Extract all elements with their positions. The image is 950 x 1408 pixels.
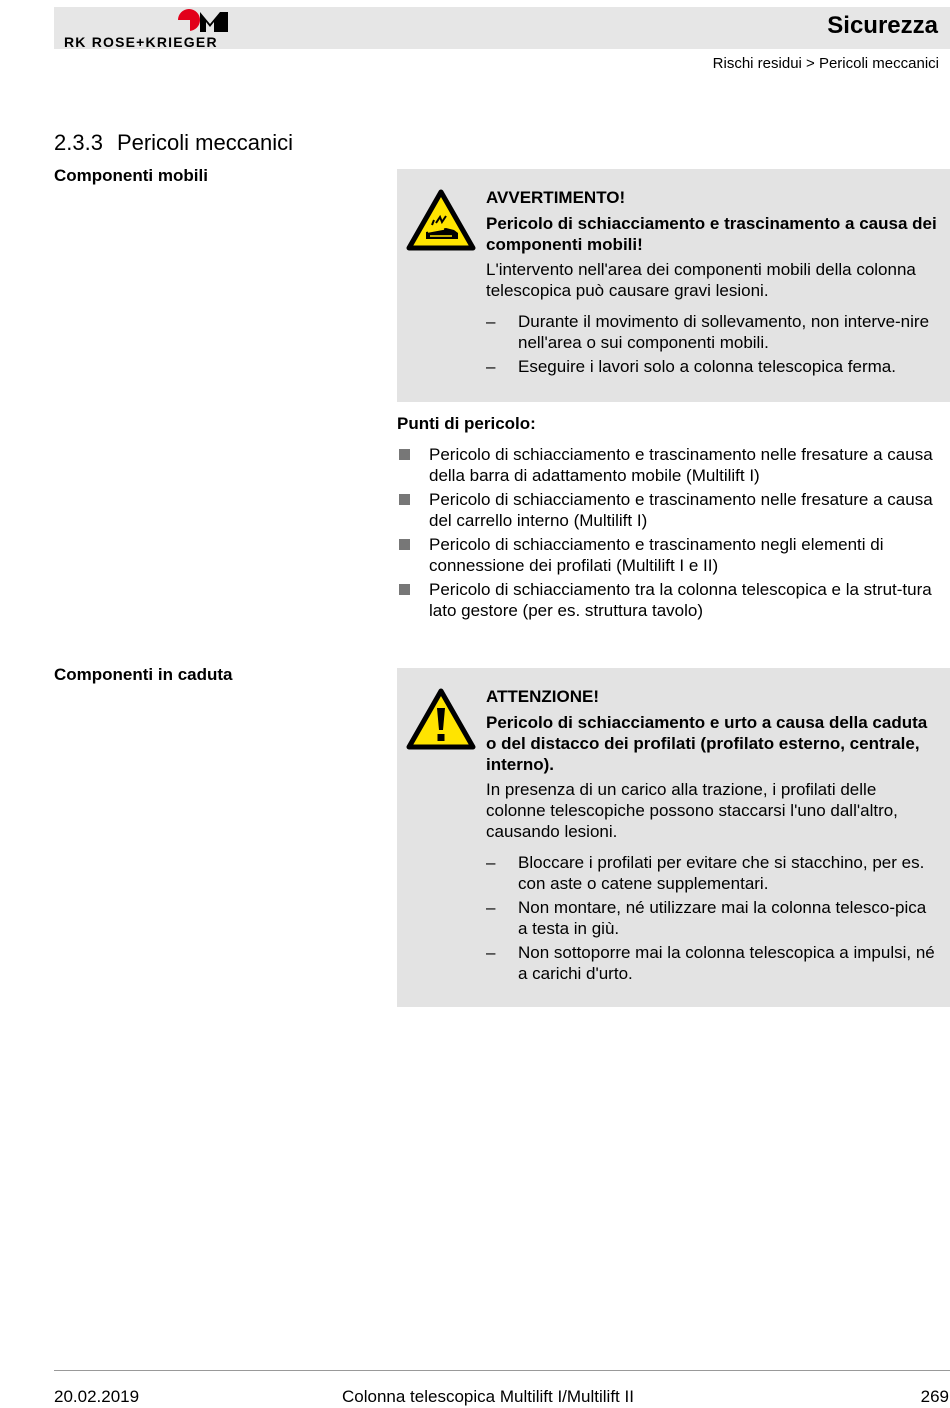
signal-word: AVVERTIMENTO! bbox=[486, 188, 626, 207]
logo-text: RK ROSE+KRIEGER bbox=[64, 34, 218, 50]
hazard-statement: Pericolo di schiacciamento e urto a causa della caduta o del distacco dei profilati (profilato esterno, centrale, interno). bbox=[486, 713, 928, 774]
caution-box bbox=[397, 668, 950, 1007]
measure-text: Durante il movimento di sollevamento, non interve-nire nell'area o sui componenti mobili. bbox=[518, 312, 930, 352]
caution-content bbox=[486, 686, 938, 987]
hand-crush-warning-icon bbox=[406, 189, 476, 251]
danger-points-list bbox=[397, 444, 950, 624]
consequence-text: In presenza di un carico alla trazione, i profilati delle colonne telescopiche possono staccarsi l'uno dall'altro, causando lesioni. bbox=[486, 780, 898, 841]
page-number: 269 bbox=[920, 1387, 949, 1406]
warning-content bbox=[486, 187, 938, 380]
exclamation-warning-icon bbox=[406, 688, 476, 750]
side-label-moving-parts: Componenti mobili bbox=[54, 166, 208, 185]
list-item-text: Pericolo di schiacciamento tra la colonna telescopica e la strut-tura lato gestore (per es. struttura tavolo) bbox=[429, 580, 932, 620]
square-bullet-icon bbox=[399, 449, 410, 460]
list-item bbox=[397, 534, 950, 576]
list-item bbox=[397, 489, 950, 531]
square-bullet-icon bbox=[399, 539, 410, 550]
measure-item: – Non montare, né utilizzare mai la colonna telesco-pica a testa in giù. bbox=[486, 898, 927, 938]
square-bullet-icon bbox=[399, 494, 410, 505]
measure-text: Bloccare i profilati per evitare che si stacchino, per es. con aste o catene supplementari. bbox=[518, 853, 925, 893]
list-item bbox=[397, 444, 950, 486]
footer-document-title: Colonna telescopica Multilift I/Multilift II bbox=[342, 1387, 634, 1406]
footer-divider bbox=[54, 1370, 950, 1371]
chapter-title: Sicurezza bbox=[827, 12, 938, 39]
square-bullet-icon bbox=[399, 584, 410, 595]
section-number: 2.3.3 bbox=[54, 130, 103, 155]
list-item-text: Pericolo di schiacciamento e trascinamento nelle fresature a causa della barra di adattamento mobile (Multilift I) bbox=[429, 445, 933, 485]
warning-box bbox=[397, 169, 950, 402]
section-heading bbox=[54, 130, 293, 156]
side-label-falling-parts: Componenti in caduta bbox=[54, 665, 233, 684]
measure-item: – Eseguire i lavori solo a colonna telescopica ferma. bbox=[486, 357, 896, 376]
list-item-text: Pericolo di schiacciamento e trascinamento negli elementi di connessione dei profilati (Multilift I e II) bbox=[429, 535, 884, 575]
footer-date: 20.02.2019 bbox=[54, 1387, 140, 1406]
signal-word: ATTENZIONE! bbox=[486, 687, 600, 706]
company-logo bbox=[62, 8, 232, 50]
danger-points-title: Punti di pericolo: bbox=[397, 414, 536, 433]
measure-item: – Non sottoporre mai la colonna telescopica a impulsi, né a carichi d'urto. bbox=[486, 943, 935, 983]
measure-item: – Durante il movimento di sollevamento, non interve-nire nell'area o sui componenti mobili. bbox=[486, 312, 930, 352]
breadcrumb: Rischi residui > Pericoli meccanici bbox=[712, 55, 939, 72]
measure-text: Eseguire i lavori solo a colonna telescopica ferma. bbox=[518, 357, 896, 376]
hazard-statement: Pericolo di schiacciamento e trascinamento a causa dei componenti mobili! bbox=[486, 214, 937, 254]
measure-text: Non montare, né utilizzare mai la colonna telesco-pica a testa in giù. bbox=[518, 898, 927, 938]
consequence-text: L'intervento nell'area dei componenti mobili della colonna telescopica può causare gravi lesioni. bbox=[486, 260, 916, 300]
list-item bbox=[397, 579, 950, 621]
measure-item: – Bloccare i profilati per evitare che si stacchino, per es. con aste o catene supplementari. bbox=[486, 853, 925, 893]
list-item-text: Pericolo di schiacciamento e trascinamento nelle fresature a causa del carrello interno (Multilift I) bbox=[429, 490, 933, 530]
section-title: Pericoli meccanici bbox=[116, 130, 293, 155]
measure-text: Non sottoporre mai la colonna telescopica a impulsi, né a carichi d'urto. bbox=[518, 943, 935, 983]
